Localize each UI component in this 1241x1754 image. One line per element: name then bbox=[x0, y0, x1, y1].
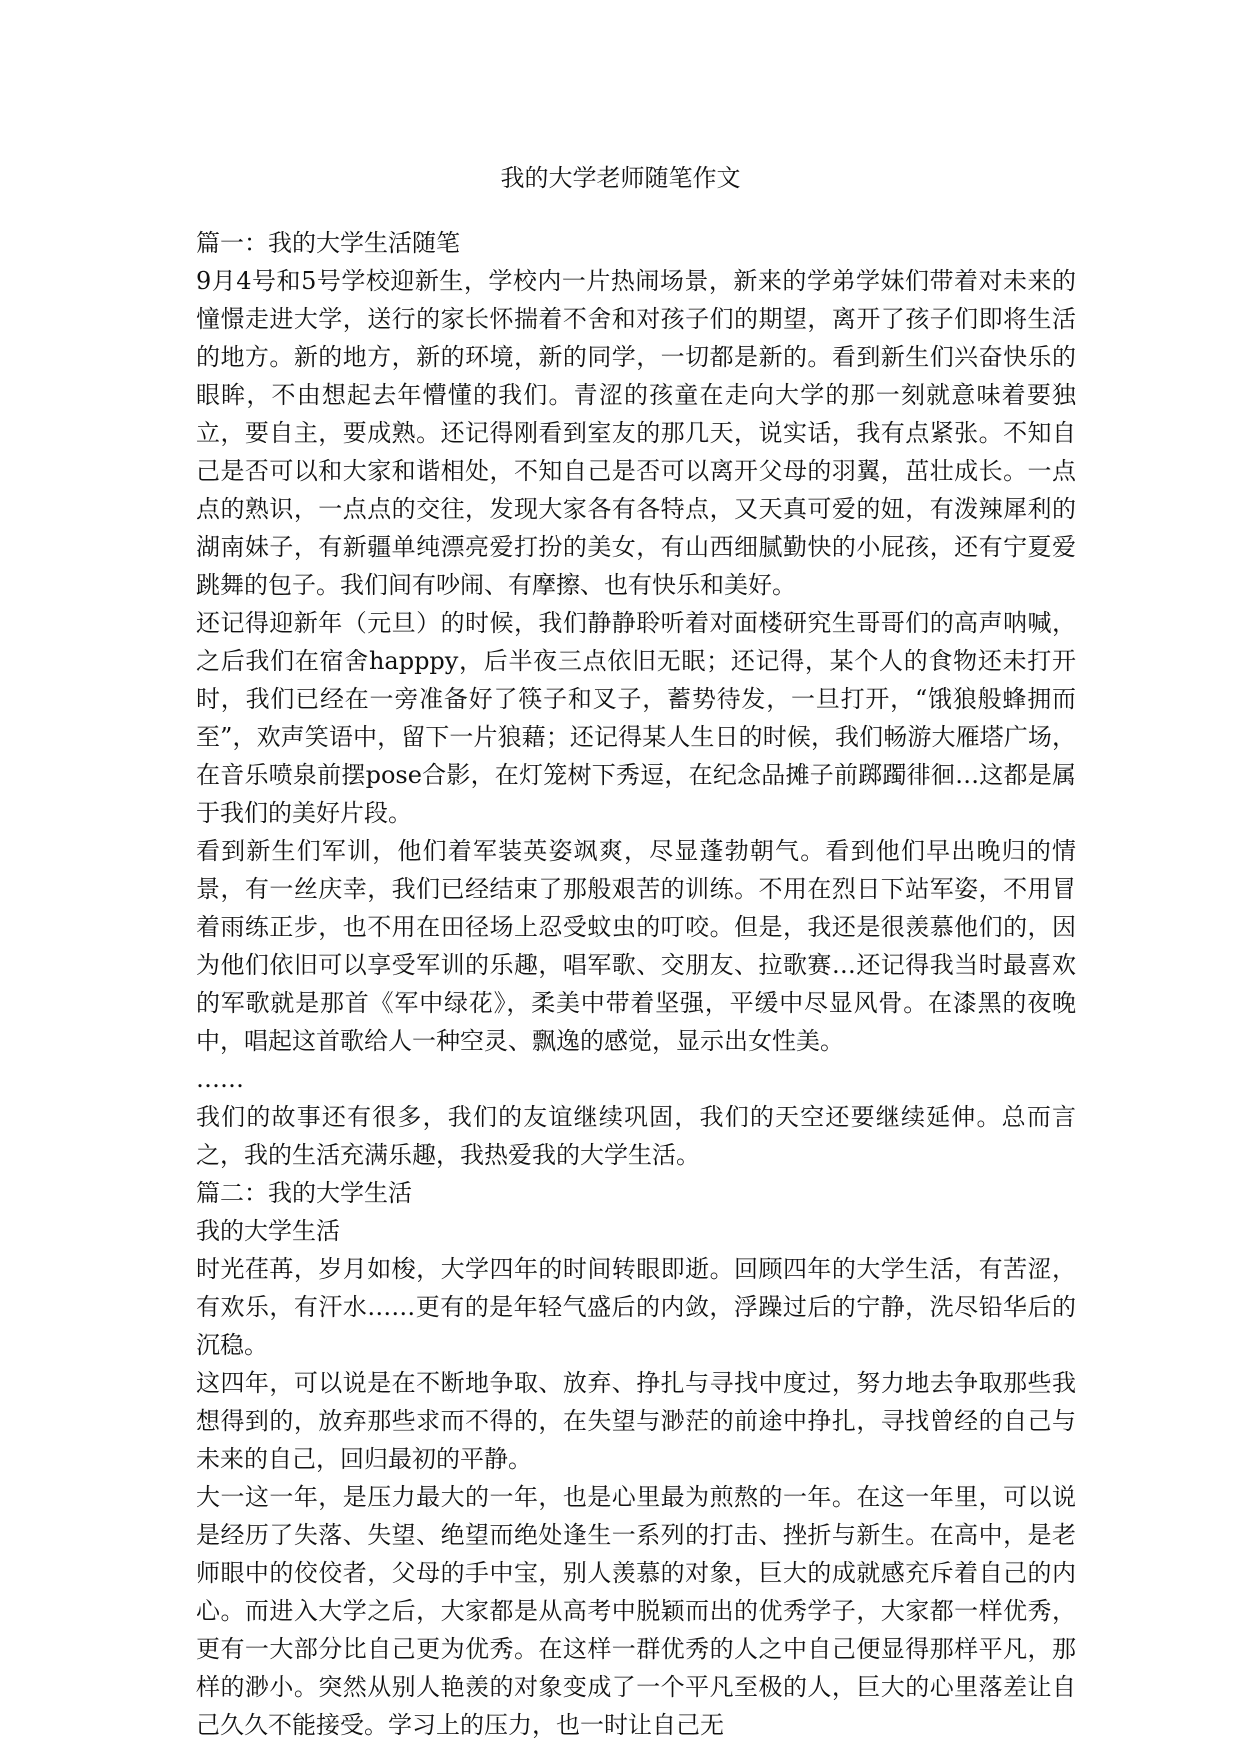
paragraph: 还记得迎新年（元旦）的时候，我们静静聆听着对面楼研究生哥哥们的高声呐喊，之后我们在宿舍happpy，后半夜三点依旧无眠；还记得，某个人的食物还未打开时，我们已经在一旁准备好了筷子和叉子，蓄势待发，一旦打开，“饿狼般蜂拥而至”，欢声笑语中，留下一片狼藉；还记得某人生日的时候，我们畅游大雁塔广场，在音乐喷泉前摆pose合影，在灯笼树下秀逗，在纪念品摊子前踯躅徘徊…这都是属于我们的美好片段。 bbox=[196, 609, 1076, 827]
section-heading: 篇二：我的大学生活 bbox=[196, 1179, 412, 1207]
document-title: 我的大学老师随笔作文 bbox=[500, 164, 741, 192]
paragraph: 我们的故事还有很多，我们的友谊继续巩固，我们的天空还要继续延伸。总而言之，我的生活充满乐趣，我热爱我的大学生活。 bbox=[196, 1103, 1076, 1169]
paragraph: 大一这一年，是压力最大的一年，也是心里最为煎熬的一年。在这一年里，可以说是经历了失落、失望、绝望而绝处逢生一系列的打击、挫折与新生。在高中，是老师眼中的佼佼者，父母的手中宝，别人羡慕的对象，巨大的成就感充斥着自己的内心。而进入大学之后，大家都是从高考中脱颖而出的优秀学子，大家都一样优秀，更有一大部分比自己更为优秀。在这样一群优秀的人之中自己便显得那样平凡，那样的渺小。突然从别人艳羡的对象变成了一个平凡至极的人，巨大的心里落差让自己久久不能接受。学习上的压力，也一时让自己无 bbox=[196, 1483, 1076, 1739]
sub-heading: 我的大学生活 bbox=[196, 1217, 340, 1245]
section-heading: 篇一：我的大学生活随笔 bbox=[196, 229, 460, 257]
document-body bbox=[196, 224, 1076, 1744]
paragraph: 这四年，可以说是在不断地争取、放弃、挣扎与寻找中度过，努力地去争取那些我想得到的，放弃那些求而不得的，在失望与渺茫的前途中挣扎，寻找曾经的自己与未来的自己，回归最初的平静。 bbox=[196, 1369, 1076, 1473]
ellipsis-line: …… bbox=[196, 1065, 244, 1093]
paragraph: 看到新生们军训，他们着军装英姿飒爽，尽显蓬勃朝气。看到他们早出晚归的情景，有一丝庆幸，我们已经结束了那般艰苦的训练。不用在烈日下站军姿，不用冒着雨练正步，也不用在田径场上忍受蚊虫的叮咬。但是，我还是很羡慕他们的，因为他们依旧可以享受军训的乐趣，唱军歌、交朋友、拉歌赛…还记得我当时最喜欢的军歌就是那首《军中绿花》，柔美中带着坚强，平缓中尽显风骨。在漆黑的夜晚中，唱起这首歌给人一种空灵、飘逸的感觉，显示出女性美。 bbox=[196, 837, 1076, 1055]
paragraph: 时光荏苒，岁月如梭，大学四年的时间转眼即逝。回顾四年的大学生活，有苦涩，有欢乐，有汗水……更有的是年轻气盛后的内敛，浮躁过后的宁静，洗尽铅华后的沉稳。 bbox=[196, 1255, 1076, 1359]
paragraph: 9月4号和5号学校迎新生，学校内一片热闹场景，新来的学弟学妹们带着对未来的憧憬走进大学，送行的家长怀揣着不舍和对孩子们的期望，离开了孩子们即将生活的地方。新的地方，新的环境，新的同学，一切都是新的。看到新生们兴奋快乐的眼眸，不由想起去年懵懂的我们。青涩的孩童在走向大学的那一刻就意味着要独立，要自主，要成熟。还记得刚看到室友的那几天，说实话，我有点紧张。不知自己是否可以和大家和谐相处，不知自己是否可以离开父母的羽翼，茁壮成长。一点点的熟识，一点点的交往，发现大家各有各特点，又天真可爱的妞，有泼辣犀利的湖南妹子，有新疆单纯漂亮爱打扮的美女，有山西细腻勤快的小屁孩，还有宁夏爱跳舞的包子。我们间有吵闹、有摩擦、也有快乐和美好。 bbox=[196, 267, 1076, 599]
